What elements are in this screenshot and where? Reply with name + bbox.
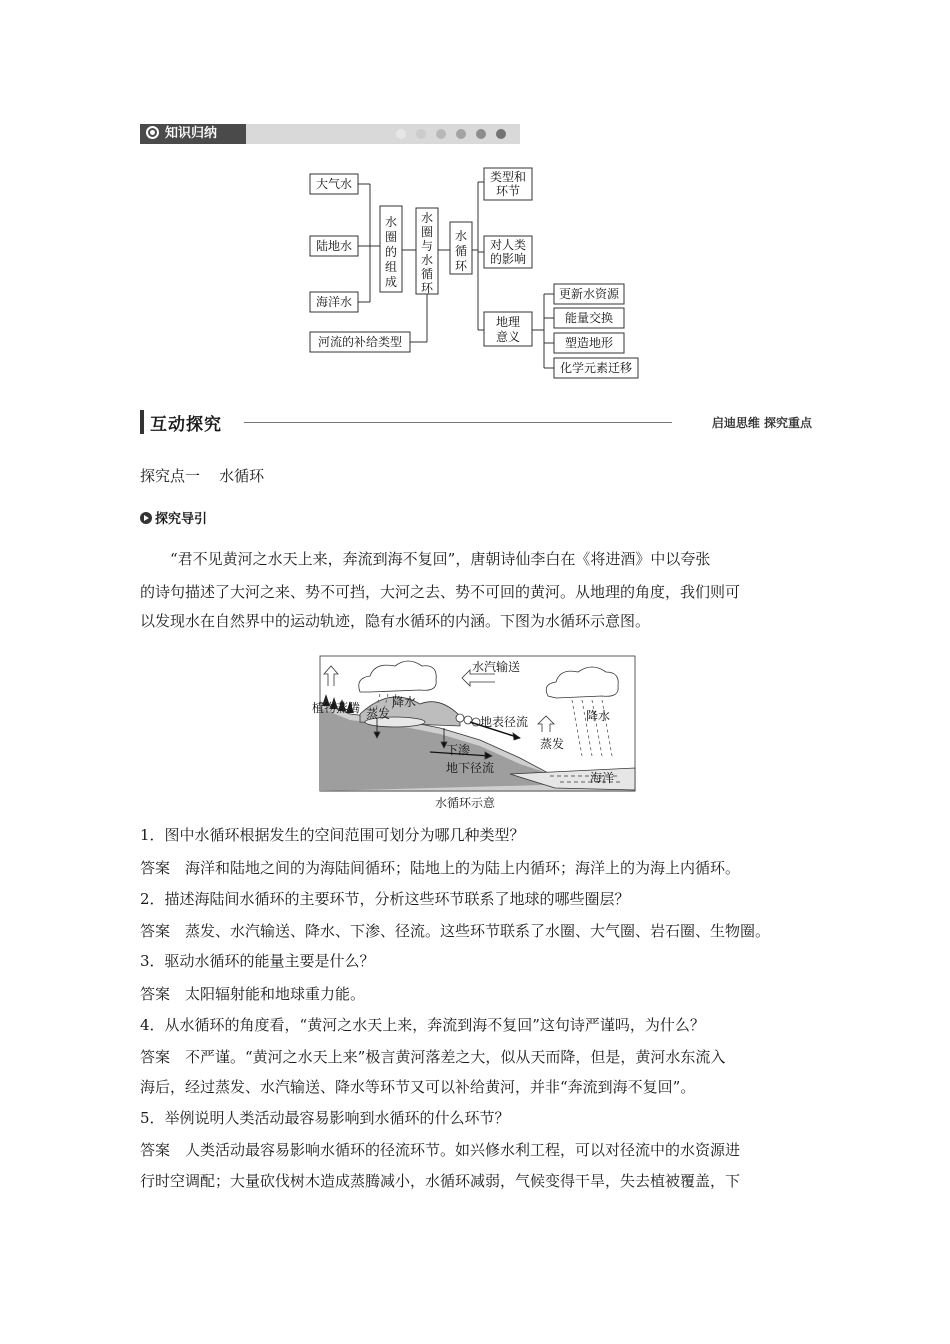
decor-dot (476, 129, 486, 139)
intro-line-2: 的诗句描述了大河之来、势不可挡，大河之去、势不可回的黄河。从地理的角度，我们则可 (140, 583, 741, 601)
label-atmospheric-water: 大气水 (315, 177, 353, 191)
answer-5-line-1: 答案 人类活动最容易影响水循环的径流环节。如兴修水利工程，可以对径流中的水资源进 (140, 1141, 741, 1159)
label-precip-sea: 降水 (586, 709, 611, 723)
label-types-steps-1: 类型和 (489, 170, 527, 184)
label-types-steps-2: 环节 (495, 184, 521, 198)
intro-line-1: “君不见黄河之水天上来，奔流到海不复回”，唐朝诗仙李白在《将进酒》中以夸张 (170, 550, 711, 568)
answer-5-line-2: 行时空调配；大量砍伐树木造成蒸腾减小，水循环减弱，气候变得干旱，失去植被覆盖，下 (140, 1172, 741, 1190)
knowledge-header-label: 知识归纳 (140, 124, 246, 144)
play-icon (140, 512, 152, 524)
label-infiltration: 下渗 (446, 743, 471, 757)
section-title: 互动探究 (150, 415, 222, 435)
label-land-water: 陆地水 (315, 239, 353, 253)
knowledge-mindmap (300, 160, 660, 385)
question-2: 2．描述海陆间水循环的主要环节，分析这些环节联系了地球的哪些圈层？ (140, 890, 630, 908)
label-center: 水圈与水循环 (420, 211, 434, 295)
label-geo-significance-2: 意义 (495, 330, 521, 344)
label-geo-significance-1: 地理 (495, 315, 521, 329)
decor-dot (456, 129, 466, 139)
point-title: 探究点一 水循环 (140, 467, 265, 485)
label-human-impact-1: 对人类 (489, 238, 527, 252)
intro-line-3: 以发现水在自然界中的运动轨迹，隐有水循环的内涵。下图为水循环示意图。 (140, 612, 651, 630)
guide-title: 探究导引 (140, 508, 207, 527)
label-precip-land: 降水 (392, 695, 417, 709)
section-subtitle: 启迪思维 探究重点 (711, 416, 812, 430)
decor-dot (416, 129, 426, 139)
label-transport: 水汽输送 (472, 660, 521, 674)
answer-1: 答案 海洋和陆地之间的为海陆间循环；陆地上的为陆上内循环；海洋上的为海上内循环。 (140, 859, 741, 877)
answer-4-line-1: 答案 不严谨。“黄河之水天上来”极言黄河落差之大，似从天而降，但是，黄河水东流入 (140, 1048, 726, 1066)
label-groundwater: 地下径流 (446, 761, 495, 775)
answer-2: 答案 蒸发、水汽输送、降水、下渗、径流。这些环节联系了水圈、大气圈、岩石圈、生物圈。 (140, 922, 771, 940)
label-sig-1: 更新水资源 (558, 287, 620, 301)
label-evaporation-sea: 蒸发 (540, 737, 565, 751)
decor-dot (436, 129, 446, 139)
label-sig-3: 塑造地形 (564, 336, 614, 350)
target-icon (146, 126, 159, 139)
figure-caption: 水循环示意 (435, 796, 496, 810)
section-divider (244, 422, 672, 423)
label-cycle: 水循环 (454, 229, 468, 273)
decor-dot (496, 129, 506, 139)
water-cycle-figure (312, 656, 635, 791)
decor-dot (396, 129, 406, 139)
label-surface-runoff: 地表径流 (480, 715, 529, 729)
label-ocean: 海洋 (590, 771, 615, 785)
question-3: 3．驱动水循环的能量主要是什么？ (140, 952, 375, 970)
question-5: 5．举例说明人类活动最容易影响到水循环的什么环节？ (140, 1109, 510, 1127)
knowledge-header-bar (140, 124, 520, 144)
label-evaporation-land: 蒸发 (366, 707, 391, 721)
question-4: 4．从水循环的角度看，“黄河之水天上来，奔流到海不复回”这句诗严谨吗，为什么？ (140, 1016, 705, 1034)
label-sig-2: 能量交换 (564, 311, 614, 325)
label-transpiration: 植物蒸腾 (312, 701, 361, 715)
answer-3: 答案 太阳辐射能和地球重力能。 (140, 985, 366, 1003)
label-ocean-water: 海洋水 (315, 295, 353, 309)
question-1: 1．图中水循环根据发生的空间范围可划分为哪几种类型？ (140, 826, 525, 844)
section-bar (140, 410, 144, 434)
label-composition: 水圈的组成 (384, 215, 398, 289)
label-river-supply: 河流的补给类型 (317, 335, 403, 349)
label-sig-4: 化学元素迁移 (559, 361, 633, 375)
section-header (140, 408, 812, 436)
label-human-impact-2: 的影响 (489, 252, 527, 266)
answer-4-line-2: 海后，经过蒸发、水汽输送、降水等环节又可以补给黄河，并非“奔流到海不复回”。 (140, 1078, 696, 1096)
